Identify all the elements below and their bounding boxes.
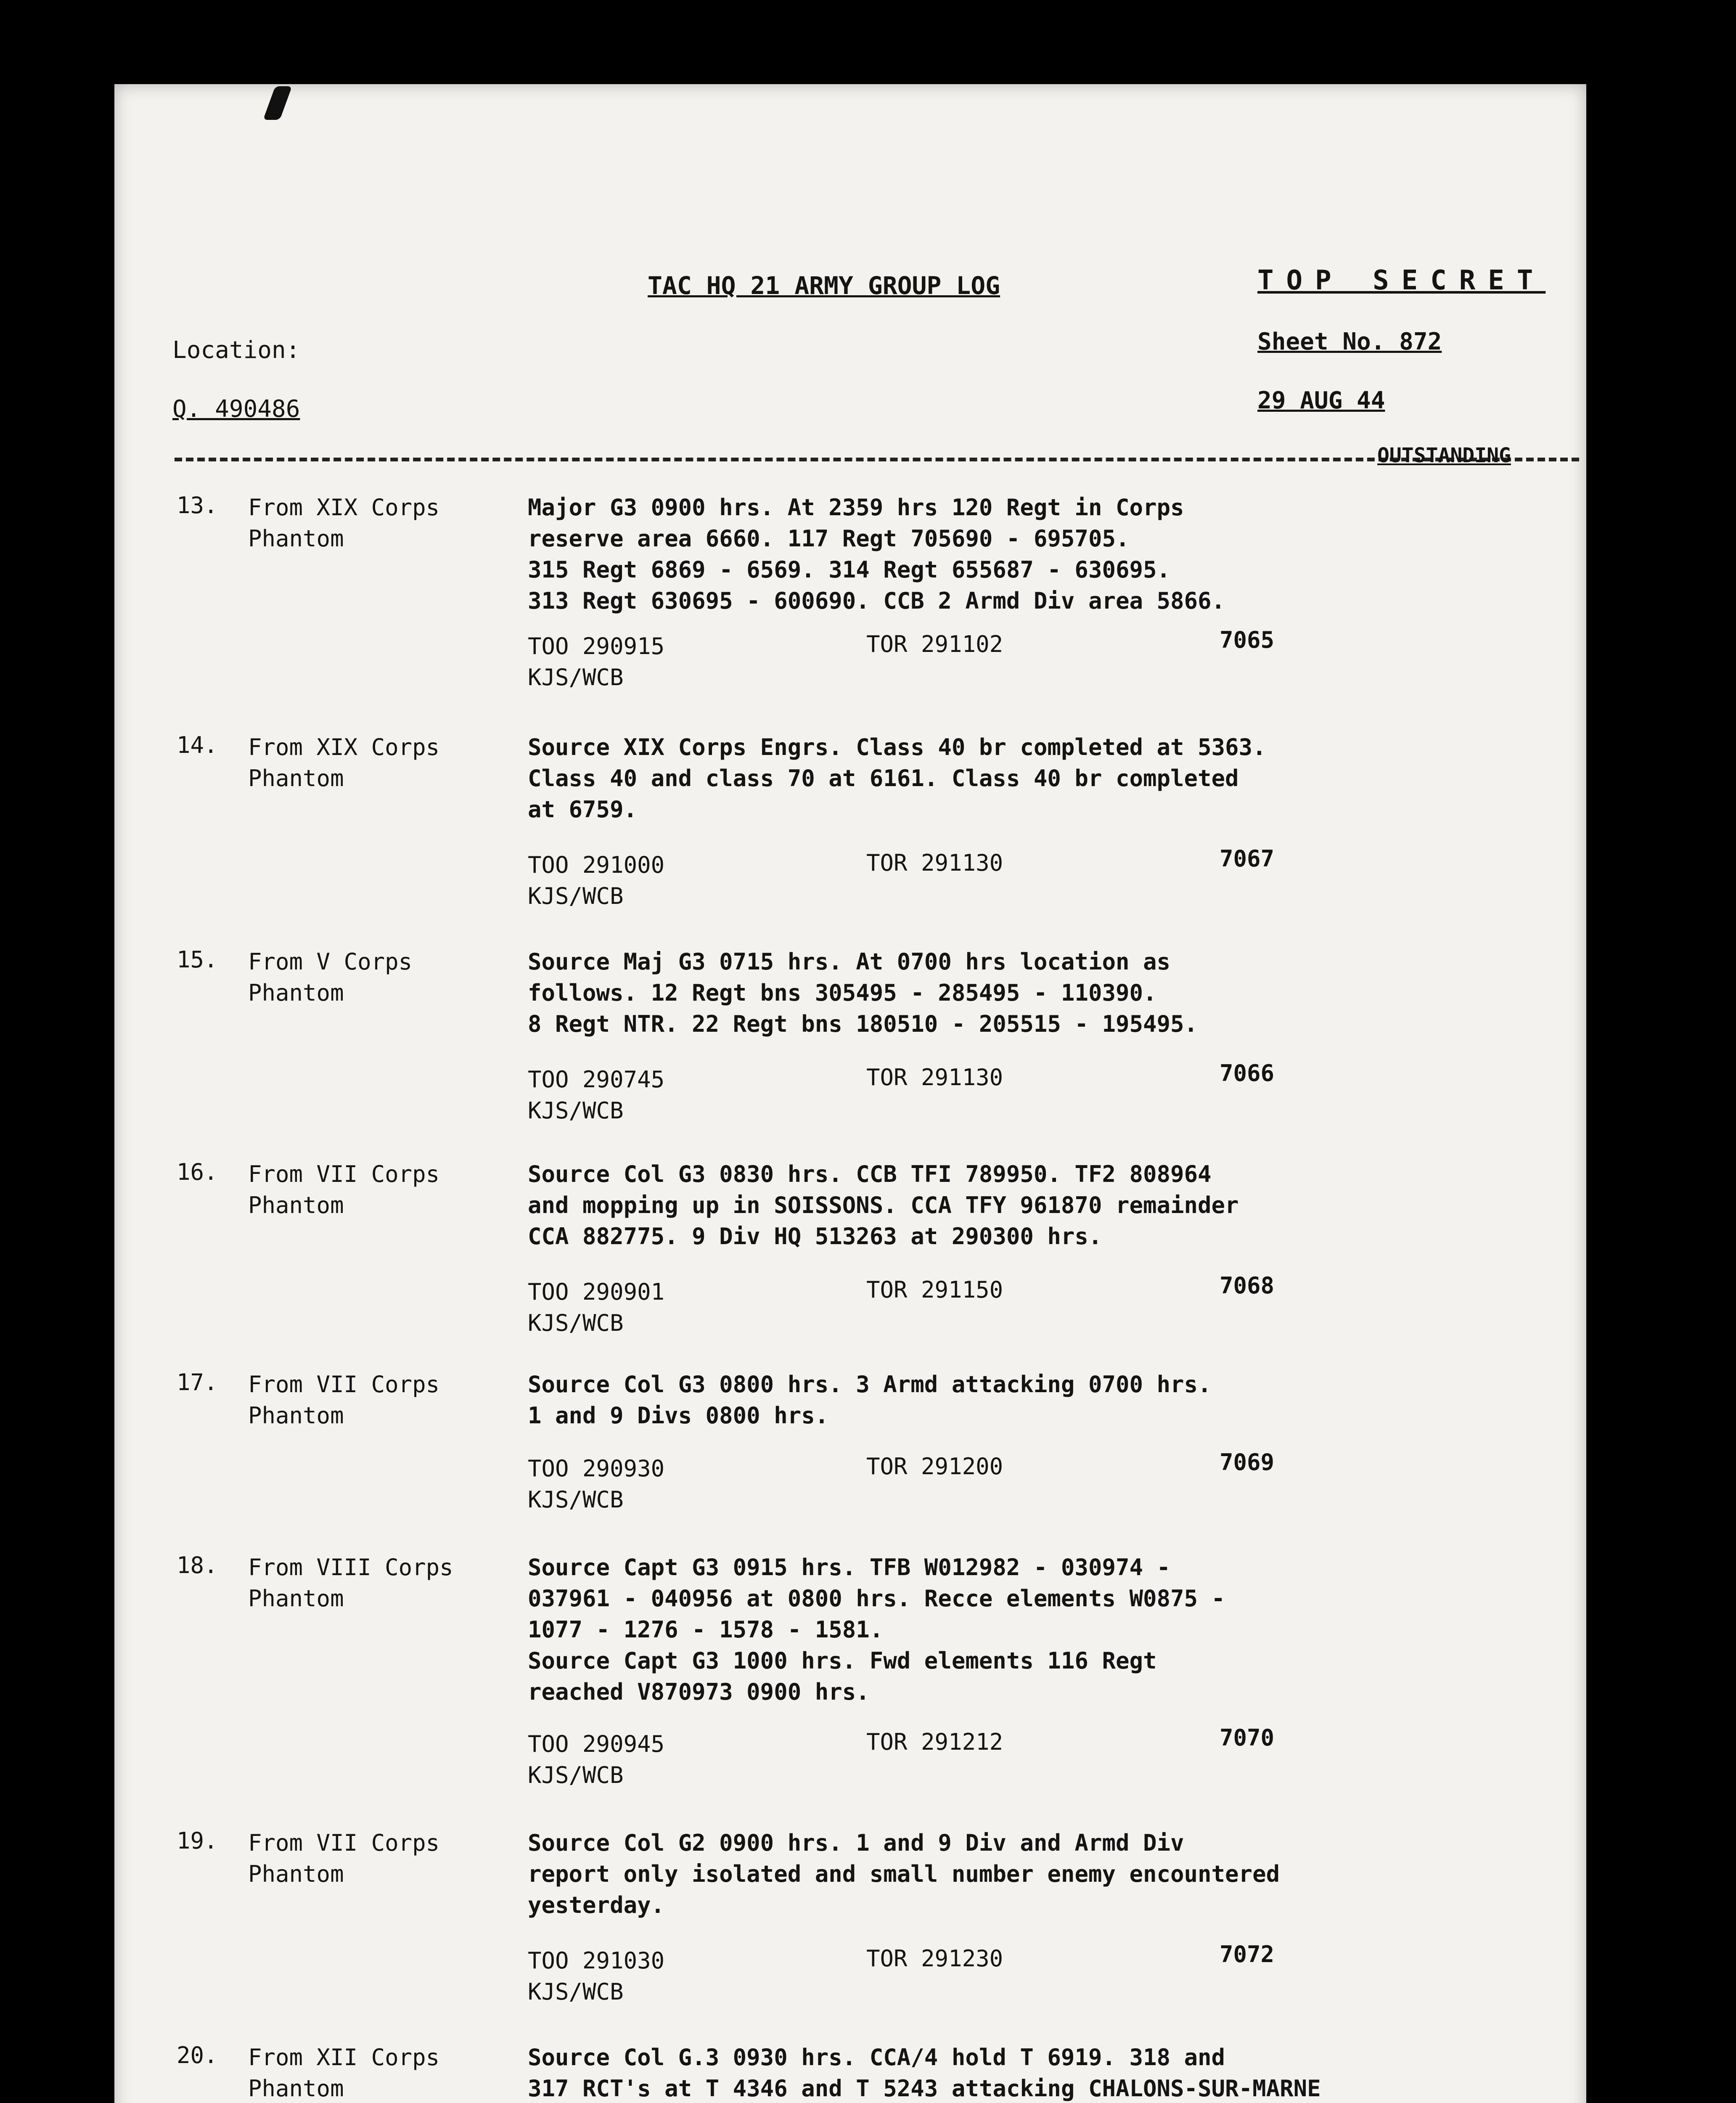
message-line: 313 Regt 630695 - 600690. CCB 2 Armd Div area 5866.: [528, 588, 1225, 614]
entry-from-unit: From VII Corps: [248, 1371, 440, 1398]
entry-message: [528, 2042, 1321, 2103]
message-line: Class 40 and class 70 at 6161. Class 40 br completed: [528, 765, 1239, 792]
message-line: 1077 - 1276 - 1578 - 1581.: [528, 1616, 884, 1643]
message-line: yesterday.: [528, 1892, 665, 1918]
time-of-receipt: TOR 291102: [866, 631, 1003, 657]
time-of-receipt: TOR 291150: [866, 1277, 1003, 1303]
operator-initials: KJS/WCB: [528, 664, 624, 691]
entry-from-source: Phantom: [248, 1585, 344, 1612]
header-separator: [175, 458, 1579, 461]
operator-initials: KJS/WCB: [528, 1762, 624, 1788]
entry-from-unit: From XIX Corps: [248, 734, 440, 760]
time-of-origin: TOO 291030: [528, 1947, 665, 1974]
entry-from-unit: From VII Corps: [248, 1161, 440, 1187]
message-line: Source Col G3 0800 hrs. 3 Armd attacking 0700 hrs.: [528, 1371, 1212, 1398]
message-line: Source XIX Corps Engrs. Class 40 br completed at 5363.: [528, 734, 1266, 760]
entry-from-unit: From V Corps: [248, 948, 413, 975]
message-line: Major G3 0900 hrs. At 2359 hrs 120 Regt in Corps: [528, 494, 1184, 521]
operator-initials: KJS/WCB: [528, 1979, 624, 2005]
operator-initials: KJS/WCB: [528, 883, 624, 909]
entry-message: [528, 1828, 1280, 1921]
entry-from-source: Phantom: [248, 2075, 344, 2102]
message-line: 037961 - 040956 at 0800 hrs. Recce elements W0875 -: [528, 1585, 1225, 1612]
entry-message: [528, 946, 1198, 1040]
entry-from: [248, 1369, 439, 1431]
serial-number: 7067: [1220, 845, 1275, 872]
entry-number: 19.: [177, 1828, 218, 1854]
entry-from-unit: From XII Corps: [248, 2044, 440, 2071]
time-of-receipt: TOR 291230: [866, 1945, 1003, 1972]
entry-from-source: Phantom: [248, 1192, 344, 1218]
entry-too: [528, 1064, 664, 1126]
entry-from-source: Phantom: [248, 1861, 344, 1887]
entry-number: 16.: [177, 1159, 218, 1185]
message-line: report only isolated and small number enemy encountered: [528, 1861, 1280, 1887]
entry-message: [528, 492, 1225, 617]
message-line: 317 RCT's at T 4346 and T 5243 attacking CHALONS-SUR-MARNE: [528, 2075, 1321, 2102]
message-line: 1 and 9 Divs 0800 hrs.: [528, 1402, 829, 1429]
time-of-origin: TOO 291000: [528, 852, 665, 878]
time-of-origin: TOO 290915: [528, 633, 665, 660]
entry-from-unit: From XIX Corps: [248, 494, 440, 521]
time-of-receipt: TOR 291130: [866, 850, 1003, 876]
entry-from: [248, 1159, 439, 1221]
outstanding-label: OUTSTANDING: [1377, 444, 1511, 467]
entry-from-source: Phantom: [248, 525, 344, 552]
message-line: Source Col G2 0900 hrs. 1 and 9 Div and Armd Div: [528, 1830, 1184, 1856]
entry-message: [528, 1552, 1225, 1708]
message-line: Source Maj G3 0715 hrs. At 0700 hrs location as: [528, 948, 1171, 975]
entry-message: [528, 1369, 1212, 1431]
entry-number: 13.: [177, 492, 218, 519]
time-of-origin: TOO 290945: [528, 1731, 665, 1757]
log-date: 29 AUG 44: [1257, 387, 1385, 414]
classification-label: TOP SECRET: [1257, 265, 1546, 296]
message-line: at 6759.: [528, 796, 638, 823]
entry-message: [528, 732, 1266, 825]
message-line: Source Col G.3 0930 hrs. CCA/4 hold T 6919. 318 and: [528, 2044, 1225, 2071]
sheet-number: Sheet No. 872: [1257, 328, 1442, 355]
message-line: Source Col G3 0830 hrs. CCB TFI 789950. TF2 808964: [528, 1161, 1212, 1187]
entry-from-unit: From VIII Corps: [248, 1554, 453, 1581]
time-of-receipt: TOR 291212: [866, 1729, 1003, 1755]
message-line: 8 Regt NTR. 22 Regt bns 180510 - 205515 - 195495.: [528, 1011, 1198, 1037]
operator-initials: KJS/WCB: [528, 1097, 624, 1124]
entry-from: [248, 1828, 439, 1890]
entry-too: [528, 1729, 664, 1791]
entry-too: [528, 1453, 664, 1515]
message-line: reached V870973 0900 hrs.: [528, 1679, 870, 1705]
serial-number: 7068: [1220, 1272, 1275, 1299]
time-of-receipt: TOR 291200: [866, 1453, 1003, 1480]
location-value: Q. 490486: [172, 395, 300, 423]
serial-number: 7066: [1220, 1060, 1275, 1086]
message-line: Source Capt G3 1000 hrs. Fwd elements 116 Regt: [528, 1647, 1157, 1674]
message-line: reserve area 6660. 117 Regt 705690 - 695705.: [528, 525, 1130, 552]
time-of-origin: TOO 290930: [528, 1455, 665, 1482]
entry-from-source: Phantom: [248, 765, 344, 792]
message-line: and mopping up in SOISSONS. CCA TFY 961870 remainder: [528, 1192, 1239, 1218]
entry-from-source: Phantom: [248, 980, 344, 1006]
serial-number: 7065: [1220, 627, 1275, 653]
serial-number: 7072: [1220, 1941, 1275, 1968]
operator-initials: KJS/WCB: [528, 1486, 624, 1513]
message-line: Source Capt G3 0915 hrs. TFB W012982 - 030974 -: [528, 1554, 1171, 1581]
time-of-origin: TOO 290901: [528, 1279, 665, 1305]
time-of-origin: TOO 290745: [528, 1066, 665, 1093]
entry-number: 18.: [177, 1552, 218, 1579]
entry-too: [528, 1277, 664, 1339]
entry-number: 17.: [177, 1369, 218, 1396]
message-line: CCA 882775. 9 Div HQ 513263 at 290300 hrs.: [528, 1223, 1102, 1250]
entry-from: [248, 492, 439, 554]
entry-too: [528, 1945, 664, 2008]
entry-message: [528, 1159, 1239, 1252]
entry-from: [248, 1552, 453, 1614]
serial-number: 7069: [1220, 1449, 1275, 1475]
entry-too: [528, 850, 664, 912]
message-line: follows. 12 Regt bns 305495 - 285495 - 110390.: [528, 980, 1157, 1006]
entry-number: 14.: [177, 732, 218, 758]
operator-initials: KJS/WCB: [528, 1310, 624, 1336]
log-title: TAC HQ 21 ARMY GROUP LOG: [648, 271, 1000, 300]
entry-too: [528, 631, 664, 693]
entry-from: [248, 2042, 439, 2103]
time-of-receipt: TOR 291130: [866, 1064, 1003, 1091]
location-label: Location:: [172, 336, 300, 364]
message-line: 315 Regt 6869 - 6569. 314 Regt 655687 - 630695.: [528, 556, 1171, 583]
entry-number: 15.: [177, 946, 218, 973]
serial-number: 7070: [1220, 1724, 1275, 1751]
entry-from-source: Phantom: [248, 1402, 344, 1429]
entry-from: [248, 946, 412, 1009]
entry-from-unit: From VII Corps: [248, 1830, 440, 1856]
entry-number: 20.: [177, 2042, 218, 2069]
entry-from: [248, 732, 439, 794]
